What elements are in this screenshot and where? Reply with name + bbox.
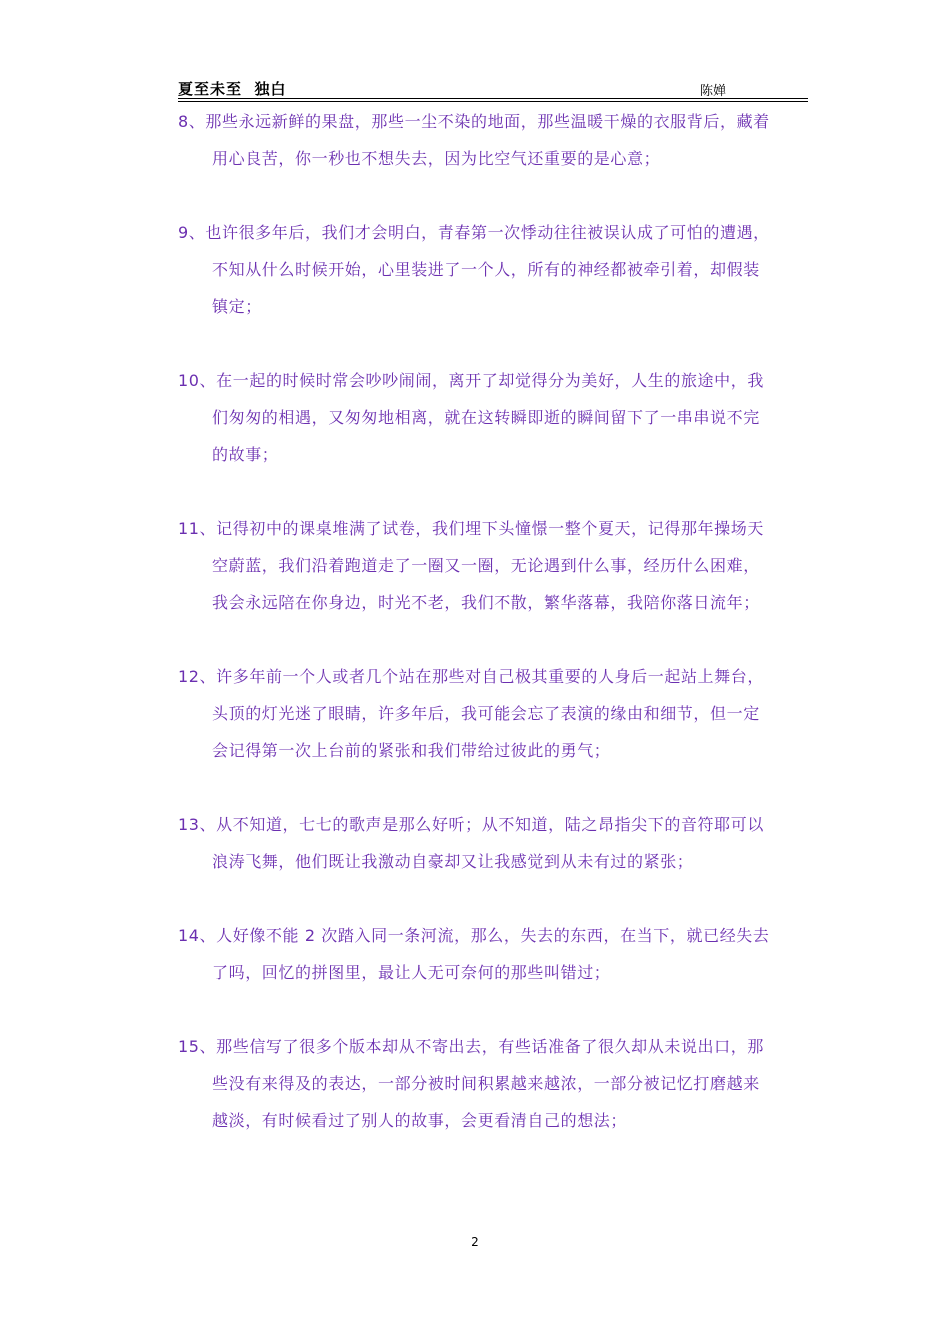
- paragraph-line: 些没有来得及的表达，一部分被时间积累越来越浓，一部分被记忆打磨越来: [212, 1074, 760, 1093]
- header-rule-thin: [178, 101, 808, 102]
- paragraph-line: 用心良苦，你一秒也不想失去，因为比空气还重要的是心意；: [212, 149, 661, 168]
- paragraph-line: 镇定；: [212, 297, 262, 316]
- document-body: [178, 103, 818, 1139]
- paragraph-line: 们匆匆的相遇，又匆匆地相离，就在这转瞬即逝的瞬间留下了一串串说不完: [212, 408, 760, 427]
- paragraph-line: 15、那些信写了很多个版本却从不寄出去，有些话准备了很久却从未说出口，那: [178, 1037, 764, 1056]
- paragraph: [178, 658, 818, 769]
- paragraph-line: 13、从不知道，七七的歌声是那么好听；从不知道，陆之昂指尖下的音符耶可以: [178, 815, 764, 834]
- header-rule: [178, 98, 808, 99]
- paragraph-line: 10、在一起的时候时常会吵吵闹闹，离开了却觉得分为美好，人生的旅途中，我: [178, 371, 764, 390]
- paragraph-line: 了吗，回忆的拼图里，最让人无可奈何的那些叫错过；: [212, 963, 611, 982]
- paragraph-line: 会记得第一次上台前的紧张和我们带给过彼此的勇气；: [212, 741, 611, 760]
- header-author: 陈婵: [700, 84, 727, 99]
- paragraph-line: 越淡，有时候看过了别人的故事，会更看清自己的想法；: [212, 1111, 628, 1130]
- paragraph: [178, 362, 818, 473]
- paragraph-line: 11、记得初中的课桌堆满了试卷，我们埋下头憧憬一整个夏天，记得那年操场天: [178, 519, 764, 538]
- paragraph-line: 我会永远陪在你身边，时光不老，我们不散，繁华落幕，我陪你落日流年；: [212, 593, 760, 612]
- paragraph-line: 空蔚蓝，我们沿着跑道走了一圈又一圈，无论遇到什么事，经历什么困难，: [212, 556, 760, 575]
- paragraph-line: 12、许多年前一个人或者几个站在那些对自己极其重要的人身后一起站上舞台，: [178, 667, 764, 686]
- paragraph-line: 浪涛飞舞，他们既让我激动自豪却又让我感觉到从未有过的紧张；: [212, 852, 694, 871]
- page-header: [178, 78, 808, 100]
- paragraph: [178, 1028, 818, 1139]
- paragraph-line: 9、也许很多年后，我们才会明白，青春第一次悸动往往被误认成了可怕的遭遇，: [178, 223, 770, 242]
- page-number: 2: [471, 1235, 479, 1249]
- paragraph-line: 14、人好像不能 2 次踏入同一条河流，那么，失去的东西，在当下，就已经失去: [178, 926, 770, 945]
- paragraph-line: 的故事；: [212, 445, 279, 464]
- paragraph: [178, 214, 818, 325]
- paragraph-line: 不知从什么时候开始，心里装进了一个人，所有的神经都被牵引着，却假装: [212, 260, 760, 279]
- paragraph-line: 8、那些永远新鲜的果盘，那些一尘不染的地面，那些温暖干燥的衣服背后，藏着: [178, 112, 770, 131]
- header-title: 夏至未至 独白: [178, 80, 287, 98]
- paragraph: [178, 510, 818, 621]
- paragraph: [178, 103, 818, 177]
- paragraph-line: 头顶的灯光迷了眼睛，许多年后，我可能会忘了表演的缘由和细节，但一定: [212, 704, 760, 723]
- paragraph: [178, 806, 818, 880]
- paragraph: [178, 917, 818, 991]
